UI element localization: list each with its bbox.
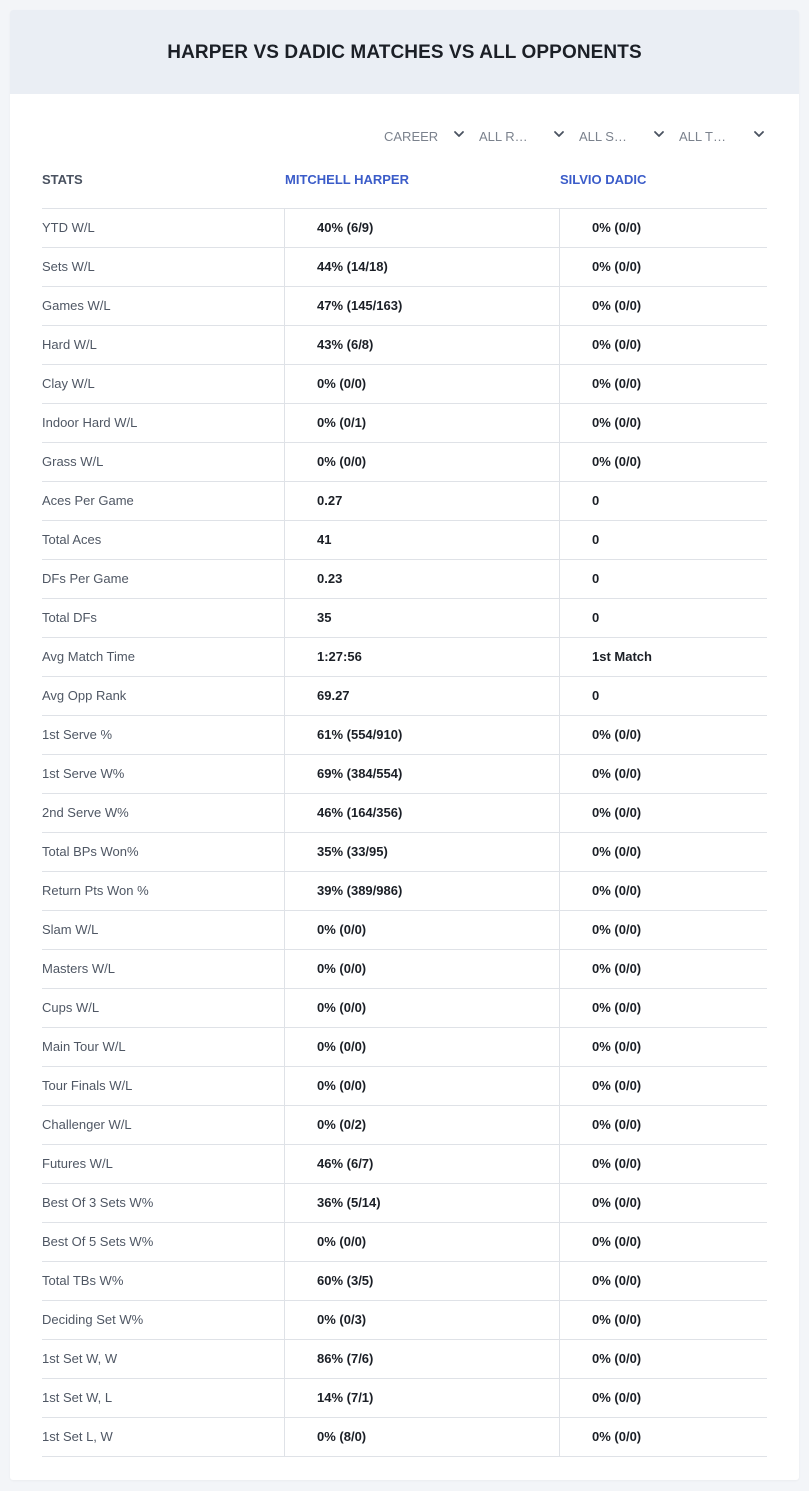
table-row <box>42 287 767 326</box>
filter-period-dropdown[interactable] <box>384 125 465 147</box>
stat-label: Total Aces <box>42 532 102 547</box>
filter-tournament-dropdown[interactable] <box>679 125 765 147</box>
player2-stat-value: 0 <box>559 677 767 715</box>
stat-label: Indoor Hard W/L <box>42 415 138 430</box>
chevron-down-icon <box>753 128 765 140</box>
player1-stat-value: 0% (0/0) <box>284 1028 559 1066</box>
player1-stat-value: 0% (0/0) <box>284 950 559 988</box>
player2-stat-value: 0% (0/0) <box>559 911 767 949</box>
table-row <box>42 989 767 1028</box>
table-row <box>42 1262 767 1301</box>
player1-stat-value: 41 <box>284 521 559 559</box>
card-header <box>10 10 799 94</box>
player2-stat-value: 0% (0/0) <box>559 404 767 442</box>
stat-label: Sets W/L <box>42 259 95 274</box>
stat-label: 1st Set W, L <box>42 1390 113 1405</box>
stat-label: Total DFs <box>42 610 97 625</box>
table-row <box>42 599 767 638</box>
table-row <box>42 326 767 365</box>
chevron-down-icon <box>453 128 465 140</box>
player2-stat-value: 0% (0/0) <box>559 950 767 988</box>
filter-round-dropdown[interactable] <box>479 125 565 147</box>
filter-bar <box>10 125 799 147</box>
player2-stat-value: 0 <box>559 560 767 598</box>
stats-table <box>42 208 767 1457</box>
stat-label: Best Of 5 Sets W% <box>42 1234 154 1249</box>
player2-stat-value: 0% (0/0) <box>559 833 767 871</box>
stat-label: Hard W/L <box>42 337 97 352</box>
player2-stat-value: 0% (0/0) <box>559 1340 767 1378</box>
player1-stat-value: 35% (33/95) <box>284 833 559 871</box>
table-row <box>42 1184 767 1223</box>
stat-label: 1st Serve W% <box>42 766 125 781</box>
filter-tournament-label: ALL T… <box>679 128 726 144</box>
player1-stat-value: 0.23 <box>284 560 559 598</box>
player2-stat-value: 1st Match <box>559 638 767 676</box>
player2-stat-value: 0% (0/0) <box>559 1184 767 1222</box>
player1-stat-value: 0.27 <box>284 482 559 520</box>
table-row <box>42 677 767 716</box>
table-row <box>42 1418 767 1457</box>
player2-stat-value: 0% (0/0) <box>559 326 767 364</box>
stat-label: Masters W/L <box>42 961 115 976</box>
stat-label: Grass W/L <box>42 454 104 469</box>
player2-stat-value: 0 <box>559 482 767 520</box>
table-row <box>42 1028 767 1067</box>
table-row <box>42 248 767 287</box>
player2-stat-value: 0% (0/0) <box>559 755 767 793</box>
player1-stat-value: 43% (6/8) <box>284 326 559 364</box>
player1-stat-value: 69.27 <box>284 677 559 715</box>
chevron-down-icon <box>653 128 665 140</box>
table-row <box>42 404 767 443</box>
player2-stat-value: 0% (0/0) <box>559 1028 767 1066</box>
player2-name-link[interactable]: SILVIO DADIC <box>560 172 647 187</box>
table-row <box>42 443 767 482</box>
player1-name-link[interactable]: MITCHELL HARPER <box>285 172 409 187</box>
player1-stat-value: 40% (6/9) <box>284 209 559 247</box>
stat-label: DFs Per Game <box>42 571 129 586</box>
stat-label: Best Of 3 Sets W% <box>42 1195 154 1210</box>
table-row <box>42 950 767 989</box>
player1-stat-value: 0% (0/0) <box>284 989 559 1027</box>
stat-label: Avg Opp Rank <box>42 688 127 703</box>
player1-stat-value: 35 <box>284 599 559 637</box>
player2-stat-value: 0% (0/0) <box>559 1418 767 1456</box>
player1-stat-value: 0% (0/0) <box>284 911 559 949</box>
player1-stat-value: 1:27:56 <box>284 638 559 676</box>
player2-stat-value: 0% (0/0) <box>559 1145 767 1183</box>
table-row <box>42 209 767 248</box>
player2-stat-value: 0% (0/0) <box>559 1262 767 1300</box>
player2-stat-value: 0% (0/0) <box>559 209 767 247</box>
player2-stat-value: 0% (0/0) <box>559 989 767 1027</box>
stat-label: Main Tour W/L <box>42 1039 126 1054</box>
player1-stat-value: 14% (7/1) <box>284 1379 559 1417</box>
table-row <box>42 1067 767 1106</box>
player1-stat-value: 69% (384/554) <box>284 755 559 793</box>
player2-stat-value: 0% (0/0) <box>559 1379 767 1417</box>
table-row <box>42 1145 767 1184</box>
player1-stat-value: 0% (0/0) <box>284 1223 559 1261</box>
player1-stat-value: 47% (145/163) <box>284 287 559 325</box>
player1-stat-value: 0% (0/0) <box>284 1067 559 1105</box>
player1-stat-value: 86% (7/6) <box>284 1340 559 1378</box>
stat-label: 1st Serve % <box>42 727 113 742</box>
table-row <box>42 521 767 560</box>
player1-stat-value: 0% (0/0) <box>284 443 559 481</box>
chevron-down-icon <box>553 128 565 140</box>
table-row <box>42 1223 767 1262</box>
player1-stat-value: 0% (8/0) <box>284 1418 559 1456</box>
stat-label: Avg Match Time <box>42 649 135 664</box>
stat-label: Challenger W/L <box>42 1117 132 1132</box>
filter-round-label: ALL R… <box>479 128 528 144</box>
stat-label: Clay W/L <box>42 376 95 391</box>
filter-surface-dropdown[interactable] <box>579 125 665 147</box>
player1-stat-value: 46% (164/356) <box>284 794 559 832</box>
table-row <box>42 833 767 872</box>
table-row <box>42 560 767 599</box>
table-row <box>42 794 767 833</box>
stat-label: Cups W/L <box>42 1000 100 1015</box>
table-row <box>42 1301 767 1340</box>
table-row <box>42 755 767 794</box>
stat-label: 1st Set W, W <box>42 1351 118 1366</box>
filter-period-label: CAREER <box>384 128 439 144</box>
player1-stat-value: 0% (0/1) <box>284 404 559 442</box>
table-row <box>42 872 767 911</box>
stat-label: 1st Set L, W <box>42 1429 113 1444</box>
stat-label: Total TBs W% <box>42 1273 124 1288</box>
table-row <box>42 1379 767 1418</box>
player1-stat-value: 60% (3/5) <box>284 1262 559 1300</box>
player2-stat-value: 0% (0/0) <box>559 872 767 910</box>
stat-label: 2nd Serve W% <box>42 805 129 820</box>
player1-stat-value: 36% (5/14) <box>284 1184 559 1222</box>
player2-stat-value: 0% (0/0) <box>559 794 767 832</box>
player2-stat-value: 0% (0/0) <box>559 365 767 403</box>
player2-stat-value: 0% (0/0) <box>559 443 767 481</box>
stat-label: Return Pts Won % <box>42 883 149 898</box>
player1-stat-value: 61% (554/910) <box>284 716 559 754</box>
page-title: HARPER VS DADIC MATCHES VS ALL OPPONENTS <box>167 42 642 63</box>
stat-label: YTD W/L <box>42 220 95 235</box>
player2-stat-value: 0% (0/0) <box>559 1223 767 1261</box>
table-row <box>42 482 767 521</box>
player2-stat-value: 0% (0/0) <box>559 1301 767 1339</box>
table-row <box>42 911 767 950</box>
player2-stat-value: 0% (0/0) <box>559 716 767 754</box>
stats-card <box>10 10 799 1480</box>
stat-label: Slam W/L <box>42 922 99 937</box>
player1-stat-value: 0% (0/0) <box>284 365 559 403</box>
player1-stat-value: 0% (0/3) <box>284 1301 559 1339</box>
player2-stat-value: 0% (0/0) <box>559 287 767 325</box>
player2-stat-value: 0% (0/0) <box>559 248 767 286</box>
player1-stat-value: 46% (6/7) <box>284 1145 559 1183</box>
table-row <box>42 716 767 755</box>
player1-stat-value: 39% (389/986) <box>284 872 559 910</box>
player2-stat-value: 0 <box>559 599 767 637</box>
stat-label: Deciding Set W% <box>42 1312 144 1327</box>
player2-stat-value: 0 <box>559 521 767 559</box>
stat-label: Aces Per Game <box>42 493 134 508</box>
filter-surface-label: ALL S… <box>579 128 627 144</box>
stat-label: Futures W/L <box>42 1156 113 1171</box>
stat-label: Tour Finals W/L <box>42 1078 133 1093</box>
table-row <box>42 365 767 404</box>
player2-stat-value: 0% (0/0) <box>559 1067 767 1105</box>
player1-stat-value: 44% (14/18) <box>284 248 559 286</box>
stat-label: Games W/L <box>42 298 111 313</box>
table-row <box>42 638 767 677</box>
stat-label: Total BPs Won% <box>42 844 139 859</box>
stats-column-header: STATS <box>42 172 83 187</box>
table-row <box>42 1340 767 1379</box>
player1-stat-value: 0% (0/2) <box>284 1106 559 1144</box>
player2-stat-value: 0% (0/0) <box>559 1106 767 1144</box>
table-row <box>42 1106 767 1145</box>
